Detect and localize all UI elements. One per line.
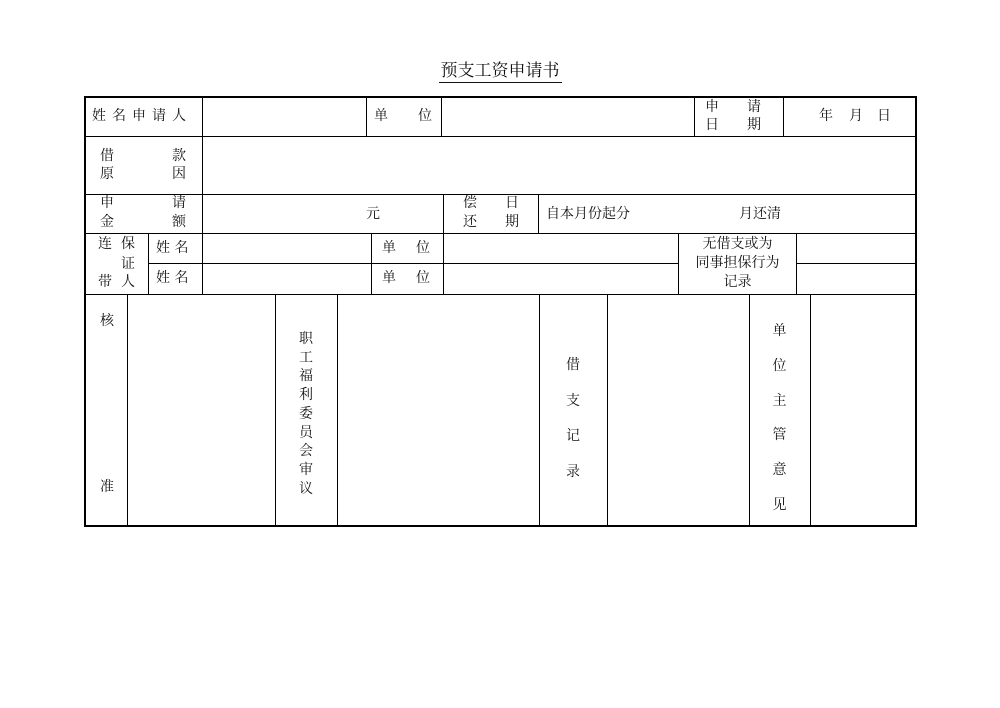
col-divider (443, 194, 444, 233)
record-label-line-2: 同事担保行为 (695, 255, 780, 271)
guarantor-name-field-1[interactable] (203, 234, 370, 263)
unit-field[interactable] (442, 98, 693, 136)
day-label: 日 (877, 108, 891, 124)
loan-record-label-char: 支 (566, 392, 580, 409)
guarantor-unit-field-1[interactable] (444, 234, 677, 263)
guarantor-char-lian: 连 (98, 236, 112, 252)
committee-label-char: 审 (299, 461, 313, 478)
guarantor-unit-label-2: 单 位 (382, 270, 430, 286)
apply-date-label-top: 申 请 (705, 99, 761, 115)
repay-start-text: 自本月份起分 (546, 206, 630, 222)
guarantor-char-zheng: 证 (121, 256, 135, 272)
col-divider (366, 98, 367, 136)
record-field-1[interactable] (797, 234, 915, 263)
repay-label-top: 偿 日 (463, 195, 519, 211)
committee-label-char: 会 (299, 443, 313, 460)
amount-label-bottom: 金 额 (100, 214, 186, 230)
committee-label-char: 福 (299, 368, 313, 385)
amount-label-top: 申 请 (100, 195, 186, 211)
committee-label-char: 委 (299, 405, 313, 422)
loan-reason-field[interactable] (203, 137, 915, 194)
supervisor-label-char: 位 (772, 357, 787, 374)
supervisor-label-char: 见 (772, 496, 787, 513)
loan-record-label (539, 348, 607, 490)
committee-label-char: 议 (299, 480, 313, 497)
guarantor-char-ren: 人 (121, 274, 135, 290)
unit-label: 单 位 (374, 108, 432, 124)
approval-field[interactable] (128, 295, 274, 525)
guarantor-name-label-1: 姓 名 (156, 240, 189, 256)
yuan-unit: 元 (366, 206, 380, 222)
form-title: 预支工资申请书 (440, 61, 560, 81)
committee-label-char: 员 (299, 424, 313, 441)
supervisor-label-char: 主 (772, 392, 787, 409)
applicant-name-label: 姓名申请人 (92, 108, 192, 124)
supervisor-opinion-label (749, 314, 810, 523)
committee-label-char: 利 (299, 387, 313, 404)
committee-label-char: 工 (299, 349, 313, 366)
loan-record-field[interactable] (608, 295, 748, 525)
guarantor-name-label-2: 姓 名 (156, 270, 189, 286)
year-label: 年 (819, 108, 833, 124)
repay-label-bottom: 还 期 (463, 214, 519, 230)
guarantor-char-bao: 保 (121, 236, 135, 252)
loan-record-label-char: 借 (566, 357, 580, 373)
col-divider (538, 194, 539, 233)
record-field-2[interactable] (797, 264, 915, 294)
repay-months-field[interactable] (641, 195, 741, 233)
supervisor-label-char: 管 (772, 427, 787, 444)
guarantor-name-field-2[interactable] (203, 264, 370, 294)
col-divider (694, 98, 695, 136)
supervisor-opinion-field[interactable] (811, 295, 915, 525)
guarantor-unit-label-1: 单 位 (382, 240, 430, 256)
loan-reason-label-bottom: 原 因 (100, 166, 186, 182)
guarantor-char-dai: 带 (98, 274, 112, 290)
col-divider (371, 233, 372, 294)
committee-review-label (275, 330, 337, 498)
loan-record-label-char: 录 (566, 463, 580, 480)
form-table (84, 96, 917, 527)
record-label-line-1: 无借支或为 (702, 236, 773, 252)
amount-field[interactable] (203, 195, 442, 233)
applicant-name-field[interactable] (203, 98, 365, 136)
committee-label-char: 职 (299, 331, 313, 347)
supervisor-label-char: 单 (772, 323, 787, 339)
loan-record-label-char: 记 (566, 428, 580, 444)
approve-label-top: 核 (100, 313, 114, 329)
guarantor-unit-field-2[interactable] (444, 264, 677, 294)
supervisor-label-char: 意 (772, 462, 787, 479)
approve-label-bottom: 准 (100, 479, 114, 495)
apply-date-field[interactable] (784, 98, 915, 136)
committee-review-field[interactable] (338, 295, 538, 525)
apply-date-label-bottom: 日 期 (705, 117, 761, 133)
loan-reason-label-top: 借 款 (100, 148, 186, 164)
repay-end-text: 月还清 (739, 206, 781, 222)
record-label-line-3: 记录 (723, 274, 752, 290)
col-divider (148, 233, 149, 294)
month-label: 月 (849, 108, 863, 124)
